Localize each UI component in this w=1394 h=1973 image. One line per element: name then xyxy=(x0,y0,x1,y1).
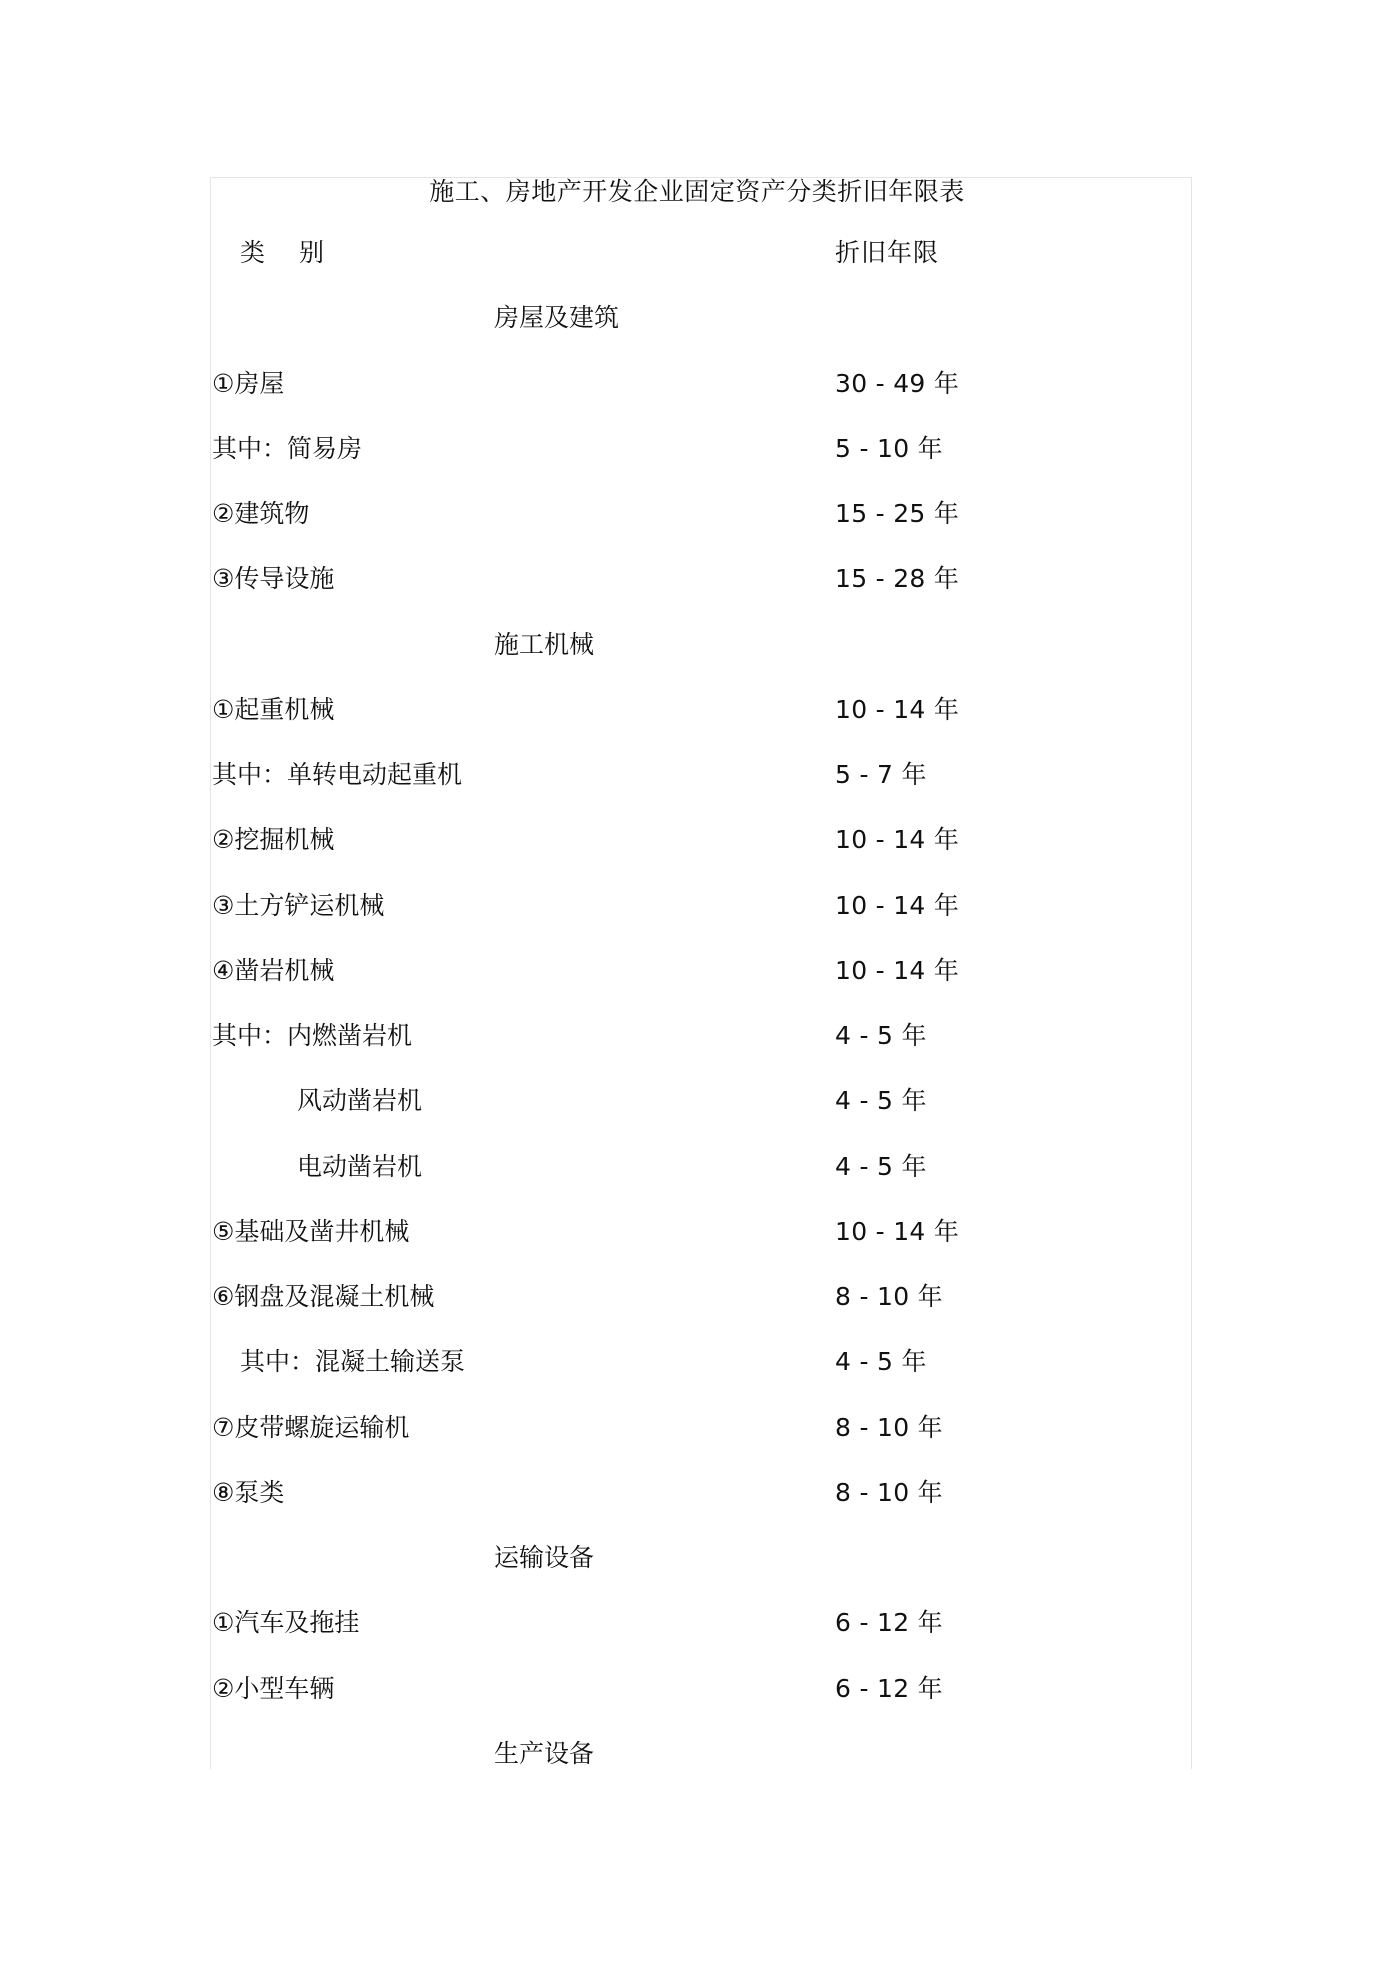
row-value: 8 - 10 年 xyxy=(835,1412,943,1442)
table-row xyxy=(210,888,1192,953)
section-label: 生产设备 xyxy=(494,1738,595,1768)
row-value: 4 - 5 年 xyxy=(835,1151,927,1181)
row-label: 其中：简易房 xyxy=(212,433,363,463)
depreciation-table xyxy=(210,235,1192,1801)
table-row xyxy=(210,496,1192,561)
table-row xyxy=(210,431,1192,496)
table-header-row xyxy=(210,235,1192,300)
table-section-row xyxy=(210,1736,1192,1801)
row-label: 其中：混凝土输送泵 xyxy=(240,1347,466,1377)
row-label: ⑥钢盘及混凝土机械 xyxy=(212,1282,435,1311)
table-row xyxy=(210,1018,1192,1083)
row-value: 10 - 14 年 xyxy=(835,825,960,855)
table-row xyxy=(210,1149,1192,1214)
row-value: 30 - 49 年 xyxy=(835,368,960,398)
row-value: 10 - 14 年 xyxy=(835,955,960,985)
header-category-char-1: 类 xyxy=(240,238,266,267)
header-category-char-2: 别 xyxy=(299,238,325,267)
row-value: 8 - 10 年 xyxy=(835,1477,943,1507)
section-label: 运输设备 xyxy=(494,1543,595,1572)
row-label: 其中：单转电动起重机 xyxy=(212,760,463,789)
section-label: 施工机械 xyxy=(494,629,595,659)
row-label: ①房屋 xyxy=(212,368,285,398)
row-value: 10 - 14 年 xyxy=(835,1216,960,1246)
table-section-row xyxy=(210,300,1192,365)
row-label: 其中：内燃凿岩机 xyxy=(212,1021,413,1050)
table-row xyxy=(210,561,1192,626)
table-row xyxy=(210,1279,1192,1344)
table-section-row xyxy=(210,627,1192,692)
row-value: 15 - 25 年 xyxy=(835,499,960,528)
row-label: ⑦皮带螺旋运输机 xyxy=(212,1412,410,1442)
row-value: 6 - 12 年 xyxy=(835,1673,943,1703)
table-row xyxy=(210,1214,1192,1279)
table-section-row xyxy=(210,1540,1192,1605)
row-label: 风动凿岩机 xyxy=(297,1086,423,1116)
row-label: ①汽车及拖挂 xyxy=(212,1608,360,1638)
header-years: 折旧年限 xyxy=(835,238,940,267)
table-row xyxy=(210,822,1192,887)
document-title: 施工、房地产开发企业固定资产分类折旧年限表 xyxy=(429,177,965,206)
row-label: ②小型车辆 xyxy=(212,1673,335,1703)
table-row xyxy=(210,757,1192,822)
row-value: 6 - 12 年 xyxy=(835,1608,943,1638)
row-value: 4 - 5 年 xyxy=(835,1021,927,1050)
table-row xyxy=(210,366,1192,431)
row-label: ①起重机械 xyxy=(212,694,335,724)
row-label: ②建筑物 xyxy=(212,499,310,528)
row-value: 10 - 14 年 xyxy=(835,694,960,724)
table-row xyxy=(210,1671,1192,1736)
table-row xyxy=(210,1605,1192,1670)
row-label: ⑧泵类 xyxy=(212,1477,285,1507)
table-row xyxy=(210,953,1192,1018)
row-label: ⑤基础及凿井机械 xyxy=(212,1216,410,1246)
table-row xyxy=(210,692,1192,757)
row-label: ③传导设施 xyxy=(212,564,335,594)
row-value: 15 - 28 年 xyxy=(835,564,960,594)
row-value: 10 - 14 年 xyxy=(835,890,960,920)
row-value: 4 - 5 年 xyxy=(835,1347,927,1377)
row-value: 5 - 7 年 xyxy=(835,760,927,789)
table-row xyxy=(210,1083,1192,1148)
row-label: 电动凿岩机 xyxy=(297,1151,423,1181)
row-label: ④凿岩机械 xyxy=(212,955,335,985)
row-label: ②挖掘机械 xyxy=(212,825,335,855)
table-row xyxy=(210,1475,1192,1540)
table-row xyxy=(210,1344,1192,1409)
row-value: 5 - 10 年 xyxy=(835,433,943,463)
row-label: ③土方铲运机械 xyxy=(212,890,385,920)
row-value: 4 - 5 年 xyxy=(835,1086,927,1116)
section-label: 房屋及建筑 xyxy=(494,303,620,333)
table-row xyxy=(210,1410,1192,1475)
header-category xyxy=(240,235,324,271)
row-value: 8 - 10 年 xyxy=(835,1282,943,1311)
